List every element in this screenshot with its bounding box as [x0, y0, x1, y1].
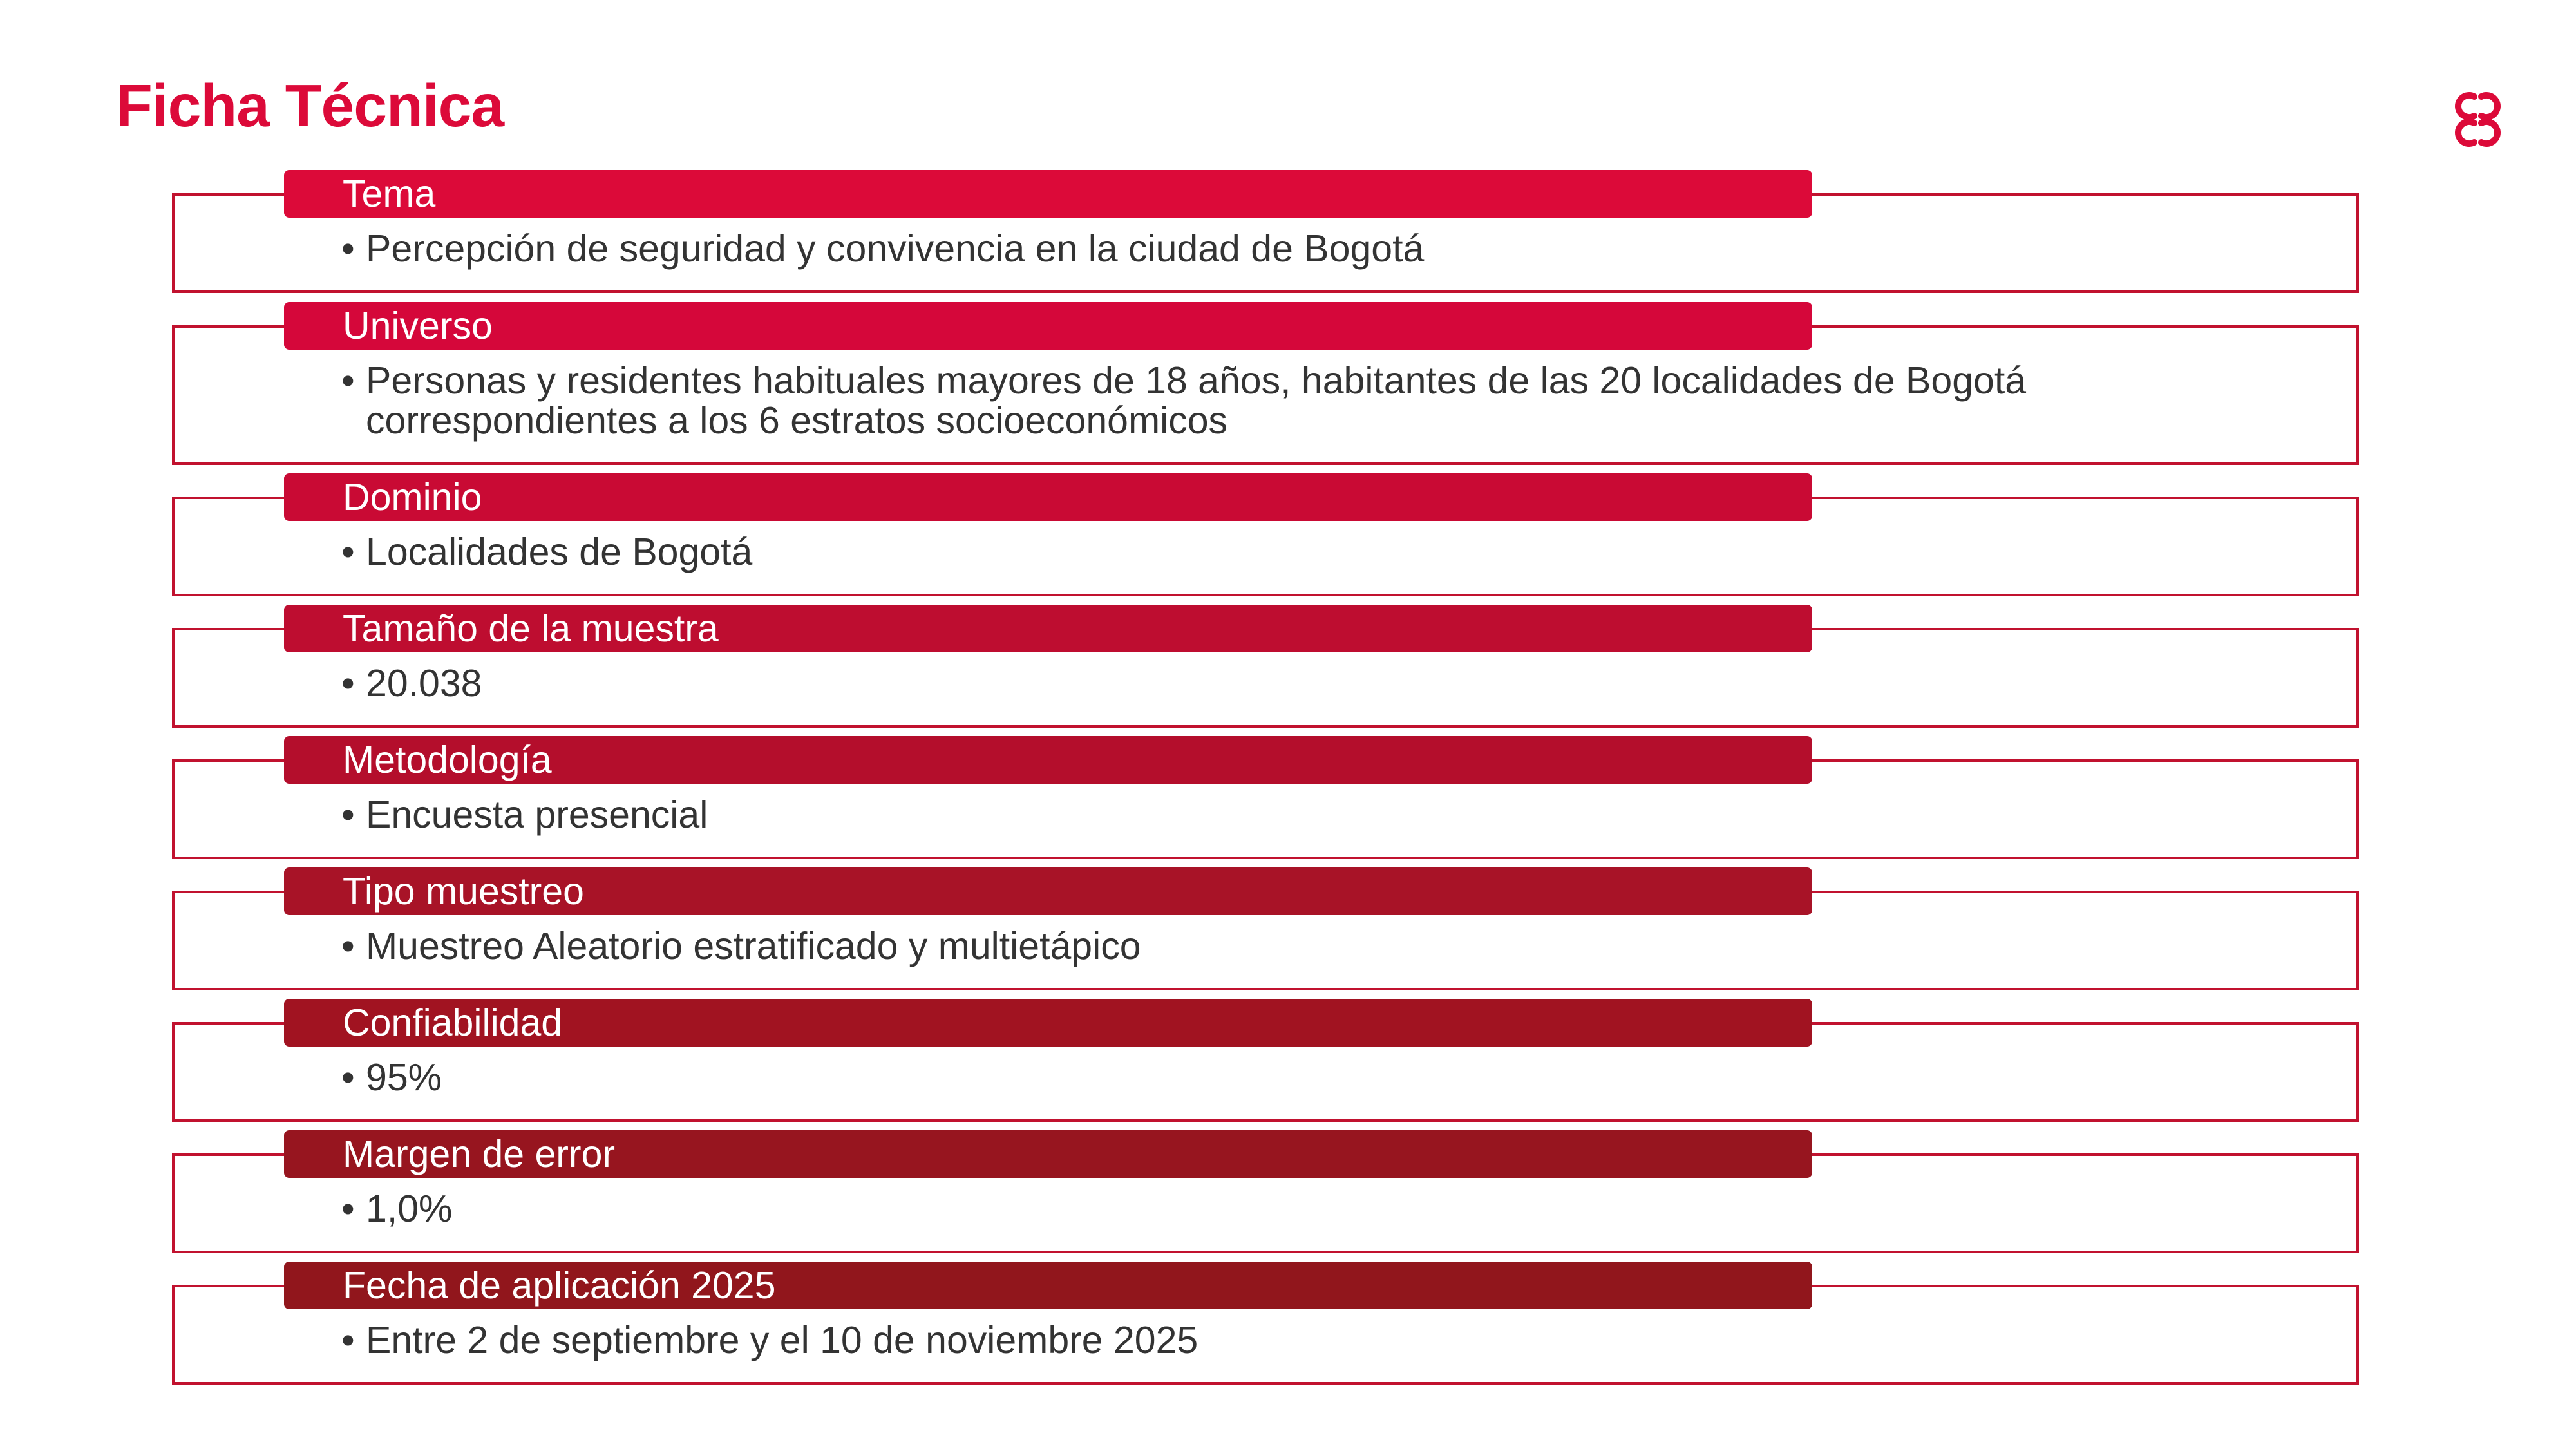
section-body-fecha	[341, 1320, 2273, 1360]
section-text: 95%	[366, 1056, 442, 1099]
section-header-confiabilidad: Confiabilidad	[284, 999, 1812, 1046]
bullet: •	[341, 1056, 355, 1099]
bullet: •	[341, 1188, 355, 1230]
section-header-dominio: Dominio	[284, 473, 1812, 521]
bullet: •	[341, 925, 355, 967]
page-title: Ficha Técnica	[116, 72, 504, 139]
section-header-margen-error: Margen de error	[284, 1130, 1812, 1178]
section-body-confiabilidad	[341, 1057, 2273, 1097]
section-header-tema: Tema	[284, 170, 1812, 218]
section-body-universo	[341, 361, 2273, 440]
section-body-metodologia	[341, 795, 2273, 835]
section-header-tipo-muestreo: Tipo muestreo	[284, 867, 1812, 915]
section-text-line-1: Personas y residentes habituales mayores de 18 años, habitantes de las 20 localidades de Bogotá	[366, 359, 2027, 402]
section-header-metodologia: Metodología	[284, 736, 1812, 784]
section-text: Localidades de Bogotá	[366, 531, 753, 573]
bullet: •	[341, 359, 355, 402]
section-text: Entre 2 de septiembre y el 10 de noviembre 2025	[366, 1319, 1198, 1361]
bullet: •	[341, 531, 355, 573]
section-body-tamano	[341, 663, 2273, 703]
section-body-dominio	[341, 532, 2273, 572]
bullet: •	[341, 227, 355, 270]
section-text-line-2: correspondientes a los 6 estratos socioeconómicos	[366, 399, 1228, 442]
section-body-margen-error	[341, 1189, 2273, 1229]
section-text: Encuesta presencial	[366, 793, 708, 836]
section-text: Percepción de seguridad y convivencia en la ciudad de Bogotá	[366, 227, 1425, 270]
section-text: 1,0%	[366, 1188, 453, 1230]
section-header-universo: Universo	[284, 302, 1812, 350]
section-header-tamano: Tamaño de la muestra	[284, 605, 1812, 652]
section-text-container	[366, 361, 2273, 440]
circles-logo-icon	[2447, 89, 2508, 150]
section-header-fecha: Fecha de aplicación 2025	[284, 1262, 1812, 1309]
bullet: •	[341, 793, 355, 836]
bullet: •	[341, 1319, 355, 1361]
section-text: 20.038	[366, 662, 482, 705]
section-text: Muestreo Aleatorio estratificado y multietápico	[366, 925, 1141, 967]
bullet: •	[341, 662, 355, 705]
section-body-tipo-muestreo	[341, 926, 2273, 966]
section-body-tema	[341, 229, 2273, 269]
